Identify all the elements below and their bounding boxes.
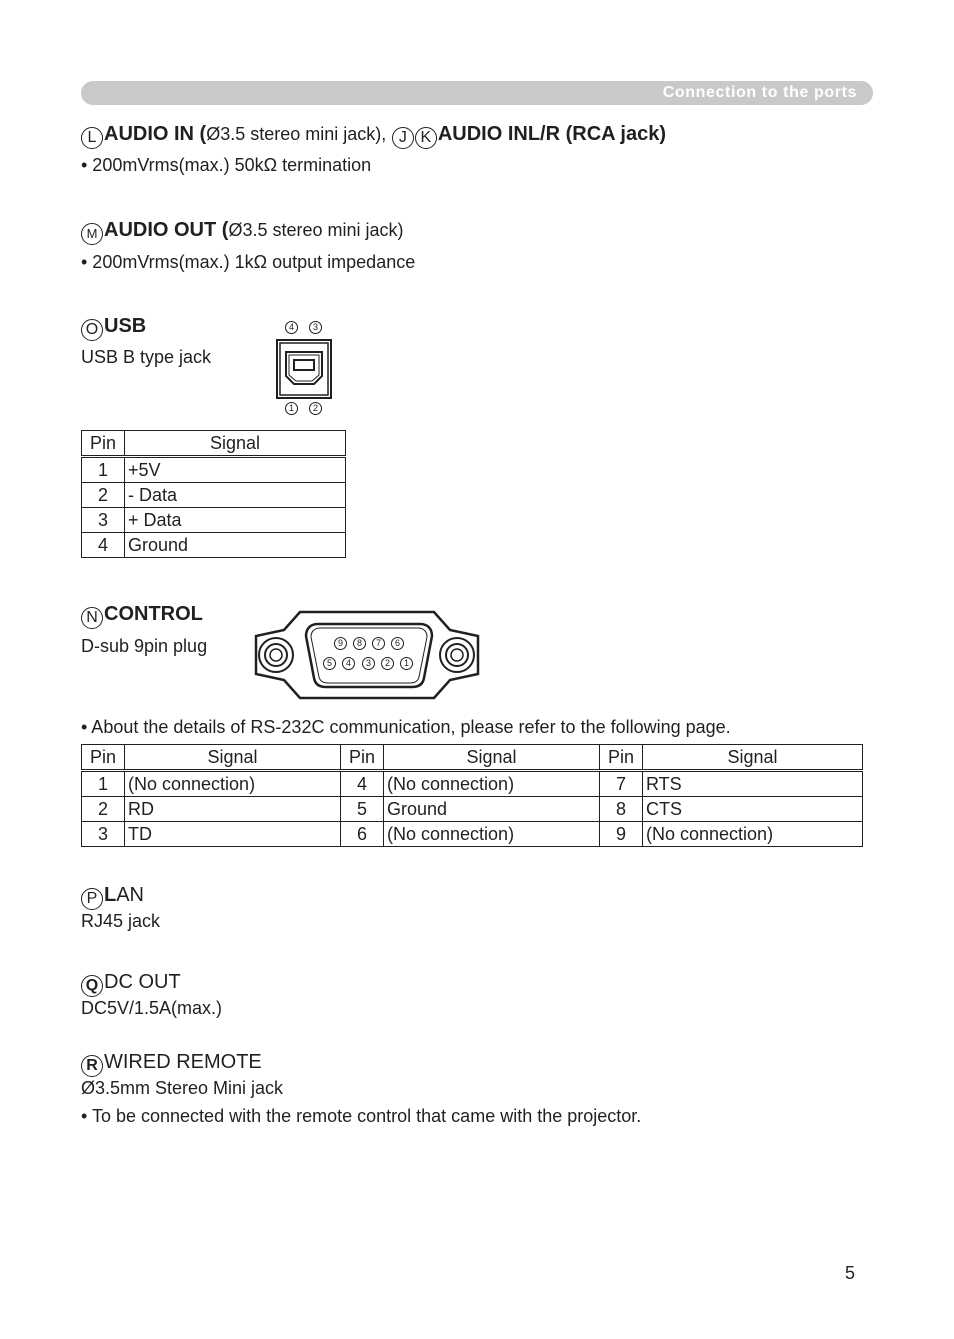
signal-cell: CTS [643,797,863,822]
pin-cell: 8 [600,797,643,822]
pin-cell: 3 [82,508,125,533]
pin-cell: 6 [341,822,384,847]
signal-cell: TD [125,822,341,847]
lan-title-bold: L [104,884,117,906]
signal-cell: RTS [643,771,863,797]
signal-cell: +5V [125,457,346,483]
pin-cell: 5 [341,797,384,822]
audio-in-title: AUDIO IN ( [104,123,207,145]
usb-pin-label: 4 [285,321,298,334]
dsub-pin-label: 4 [342,657,355,670]
usb-jack-diagram [270,318,340,420]
circle-m-icon: M [81,223,103,245]
audio-out-sub: Ø3.5 stereo mini jack) [228,220,404,240]
pin-cell: 4 [82,533,125,558]
table-row [82,533,346,558]
pin-cell: 2 [82,797,125,822]
signal-cell: Ground [384,797,600,822]
wired-remote-note: • To be connected with the remote control that came with the projector. [81,1106,642,1126]
signal-cell: (No connection) [125,771,341,797]
header-bar [81,81,873,105]
table-header-cell: Signal [384,745,600,771]
control-pin-table [81,744,863,847]
signal-cell: + Data [125,508,346,533]
signal-cell: - Data [125,483,346,508]
dc-out-title: DC OUT [104,971,181,993]
table-header-cell: Pin [600,745,643,771]
audio-out-spec: • 200mVrms(max.) 1kΩ output impedance [81,252,416,272]
table-header-cell: Pin [82,745,125,771]
dsub-plug-icon [252,610,482,700]
signal-cell: (No connection) [384,822,600,847]
lan-desc: RJ45 jack [81,911,161,931]
header-title: Connection to the ports [662,84,857,101]
dc-out-desc: DC5V/1.5A(max.) [81,998,223,1018]
circle-l-icon: L [81,127,103,149]
lan-heading [81,883,144,910]
table-header-row [82,745,863,771]
dsub-9pin-diagram [252,610,482,700]
dsub-pin-label: 3 [362,657,375,670]
control-title: CONTROL [104,603,203,625]
usb-pin-label: 3 [309,321,322,334]
circle-q-icon: Q [81,975,103,997]
table-row [82,797,863,822]
dsub-pin-label: 2 [381,657,394,670]
dsub-pin-label: 6 [391,637,404,650]
pin-cell: 9 [600,822,643,847]
pin-cell: 4 [341,771,384,797]
audio-in-sub: Ø3.5 stereo mini jack), [206,124,387,144]
wired-remote-desc: Ø3.5mm Stereo Mini jack [81,1078,284,1098]
pin-cell: 1 [82,771,125,797]
audio-out-title: AUDIO OUT ( [104,219,229,241]
table-header-cell: Pin [341,745,384,771]
pin-cell: 3 [82,822,125,847]
page-number: 5 [844,1263,855,1283]
signal-cell: RD [125,797,341,822]
usb-pin-label: 1 [285,402,298,415]
control-desc: D-sub 9pin plug [81,636,208,656]
usb-desc: USB B type jack [81,347,212,367]
table-header-cell: Signal [643,745,863,771]
circle-k-icon: K [415,127,437,149]
table-header-cell: Pin [82,431,125,457]
usb-b-jack-icon [270,338,340,402]
audio-in-heading [81,122,666,149]
dsub-pin-label: 9 [334,637,347,650]
usb-heading [81,314,146,341]
pin-cell: 7 [600,771,643,797]
audio-in-spec: • 200mVrms(max.) 50kΩ termination [81,155,372,175]
dc-out-heading [81,970,181,997]
table-row [82,822,863,847]
table-row [82,771,863,797]
dsub-pin-label: 8 [353,637,366,650]
control-heading [81,602,203,629]
table-row [82,483,346,508]
usb-title: USB [104,315,147,337]
table-row [82,457,346,483]
circle-p-icon: P [81,888,103,910]
circle-n-icon: N [81,607,103,629]
dsub-pin-label: 5 [323,657,336,670]
circle-o-icon: O [81,319,103,341]
circle-j-icon: J [392,127,414,149]
audio-inlr-title: AUDIO INL/R (RCA jack) [437,123,667,145]
circle-r-icon: R [81,1055,103,1077]
table-header-cell: Signal [125,431,346,457]
dsub-pin-label: 1 [400,657,413,670]
control-note: • About the details of RS-232C communication, please refer to the following page. [81,717,731,737]
audio-out-heading [81,218,404,245]
wired-remote-title: WIRED REMOTE [104,1051,262,1073]
usb-pin-label: 2 [309,402,322,415]
table-row [82,508,346,533]
pin-cell: 2 [82,483,125,508]
signal-cell: Ground [125,533,346,558]
signal-cell: (No connection) [384,771,600,797]
wired-remote-heading [81,1050,262,1077]
pin-cell: 1 [82,457,125,483]
signal-cell: (No connection) [643,822,863,847]
dsub-pin-label: 7 [372,637,385,650]
lan-title-rest: AN [116,884,145,906]
table-header-cell: Signal [125,745,341,771]
table-header-row [82,431,346,457]
usb-pin-table [81,430,346,558]
